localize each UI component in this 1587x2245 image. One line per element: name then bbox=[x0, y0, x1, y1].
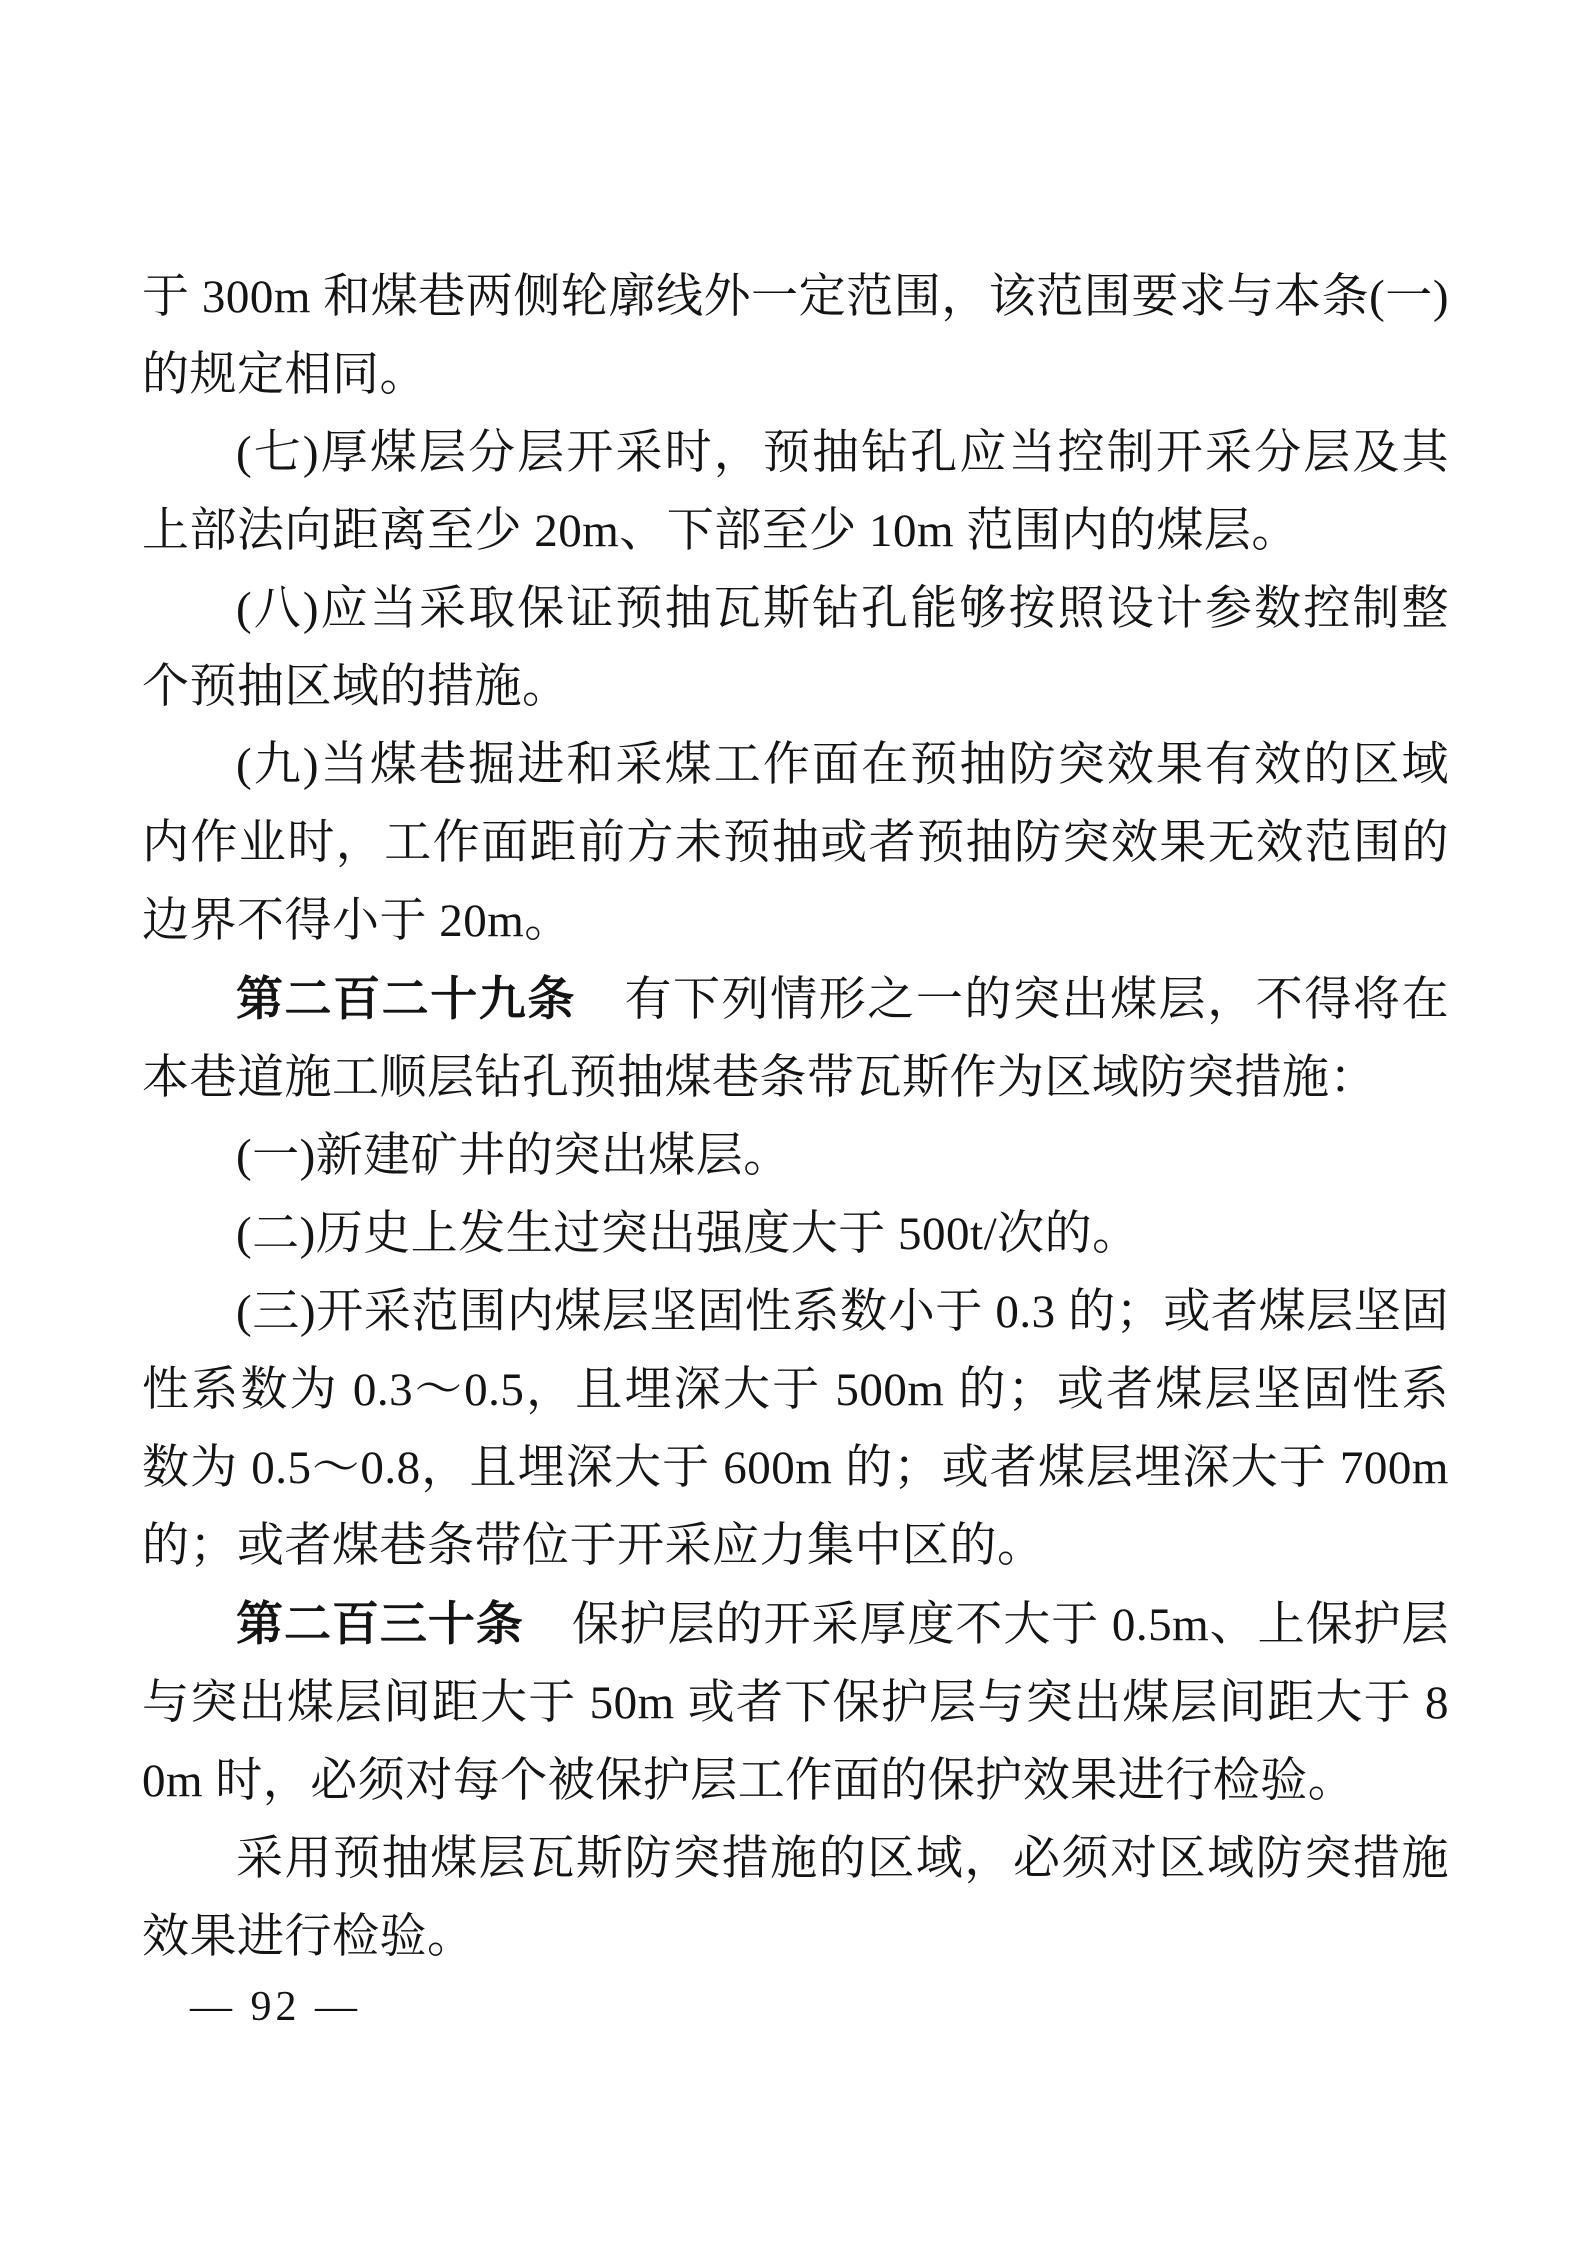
paragraph-continuation: 于 300m 和煤巷两侧轮廓线外一定范围，该范围要求与本条(一)的规定相同。 bbox=[142, 271, 1449, 401]
paragraph-item-9: (九)当煤巷掘进和采煤工作面在预抽防突效果有效的区域内作业时，工作面距前方未预抽或者预抽防突效果无效范围的边界不得小于 20m。 bbox=[142, 739, 1449, 947]
document-body bbox=[142, 258, 1449, 1976]
paragraph-item-3: (三)开采范围内煤层坚固性系数小于 0.3 的；或者煤层坚固性系数为 0.3～0.5，且埋深大于 500m 的；或者煤层坚固性系数为 0.5～0.8，且埋深大于 600m 的；或者煤层埋深大于 700m 的；或者煤巷条带位于开采应力集中区的。 bbox=[142, 1286, 1449, 1572]
paragraph-item-7: (七)厚煤层分层开采时，预抽钻孔应当控制开采分层及其上部法向距离至少 20m、下部至少 10m 范围内的煤层。 bbox=[142, 427, 1449, 557]
article-number-229: 第二百二十九条 bbox=[236, 972, 576, 1025]
paragraph-item-1: (一)新建矿井的突出煤层。 bbox=[236, 1130, 791, 1182]
paragraph-item-2: (二)历史上发生过突出强度大于 500t/次的。 bbox=[236, 1208, 1140, 1260]
paragraph-article-229 bbox=[142, 960, 1449, 1117]
article-230-text: 保护层的开采厚度不大于 0.5m、上保护层与突出煤层间距大于 50m 或者下保护层与突出煤层间距大于 80m 时，必须对每个被保护层工作面的保护效果进行检验。 bbox=[142, 1599, 1449, 1807]
paragraph-closing: 采用预抽煤层瓦斯防突措施的区域，必须对区域防突措施效果进行检验。 bbox=[142, 1833, 1449, 1963]
article-number-230: 第二百三十条 bbox=[236, 1597, 524, 1650]
paragraph-article-230 bbox=[142, 1585, 1449, 1820]
article-229-text: 有下列情形之一的突出煤层，不得将在本巷道施工顺层钻孔预抽煤巷条带瓦斯作为区域防突措施： bbox=[142, 974, 1449, 1104]
paragraph-item-8: (八)应当采取保证预抽瓦斯钻孔能够按照设计参数控制整个预抽区域的措施。 bbox=[142, 583, 1449, 713]
page-number: — 92 — bbox=[190, 1984, 361, 2030]
